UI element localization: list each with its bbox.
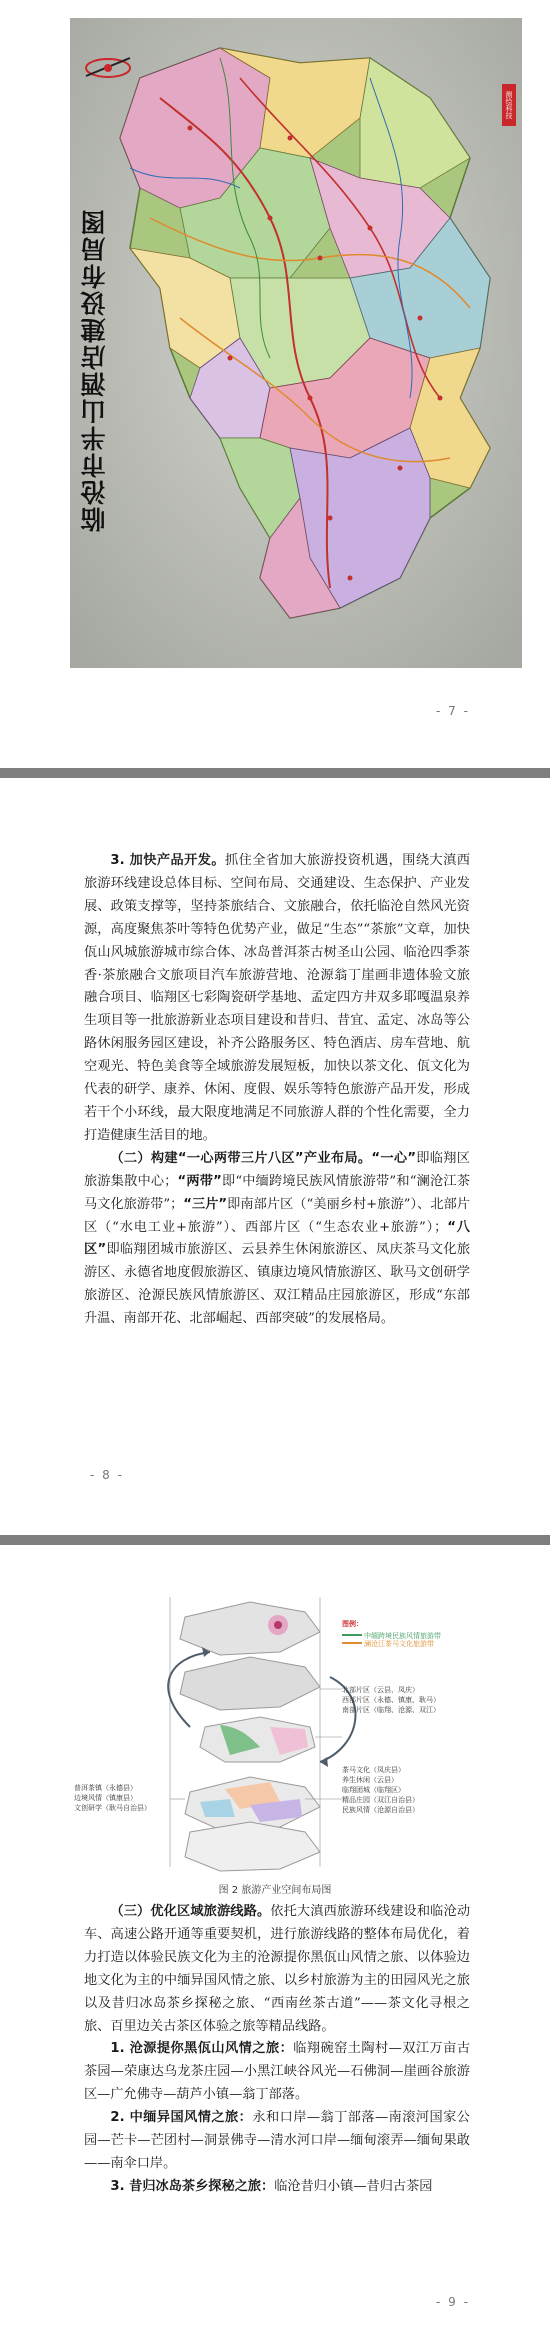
map-title: 临沧市半山酒店建设布局图 xyxy=(80,208,109,532)
legend-route-border: 中缅跨境民族风情旅游带 xyxy=(364,1632,441,1640)
legend-west-area: 西部片区（永德、镇康、耿马） xyxy=(342,1696,440,1704)
term-eight-zones: “八区” xyxy=(84,1219,470,1258)
route-stops: 永和口岸—翁丁部落—南滚河国家公园—芒卡—芒团村—洞景佛寺—清水河口岸—缅甸滚弄—缅甸果敢——南伞口岸。 xyxy=(84,2110,470,2171)
term-text: 即“中缅跨境民族风情旅游带”和“澜沧江茶马文化旅游带”； xyxy=(84,1173,471,1212)
compass-logo-icon xyxy=(82,48,134,88)
route-stops: 临翔碗窑土陶村—双江万亩古茶园—荣康达乌龙茶庄园—小黑江峡谷风光—石佛洞—崖画谷旅游区—广允佛寺—葫芦小镇—翁丁部落。 xyxy=(84,2041,471,2103)
term-text: 即南部片区（“美丽乡村+旅游”）、北部片区（“水电工业+旅游”）、西部片区（“生态农业+旅游”）； xyxy=(84,1196,470,1235)
route-title: 1. 沧源提你黑佤山风情之旅： xyxy=(110,2041,294,2057)
label-wellness: 养生休闲（云县） xyxy=(342,1776,398,1784)
map-tag-label: 测绘科技 xyxy=(502,84,516,126)
section-heading: （三）优化区域旅游线路。 xyxy=(110,1904,271,1919)
legend-title: 图例： xyxy=(342,1620,363,1628)
page-number: - 7 - xyxy=(436,704,470,718)
page-8 xyxy=(0,778,550,1535)
term-one-center: “一心” xyxy=(371,1150,416,1166)
paragraph-lead: 3. 加快产品开发。 xyxy=(110,853,226,868)
term-three-areas: “三片” xyxy=(183,1196,228,1212)
hotel-layout-map xyxy=(70,18,522,668)
map-graphic xyxy=(70,18,522,668)
legend-north-area: 北部片区（云县、凤庆） xyxy=(342,1686,419,1694)
tourism-layout-figure xyxy=(74,1577,450,1877)
route-title: 3. 昔归冰岛茶乡探秘之旅： xyxy=(110,2178,275,2194)
section-text xyxy=(84,850,470,1331)
figure-left-labels xyxy=(74,1783,170,1823)
page-number: - 8 - xyxy=(90,1468,124,1482)
route-item-2 xyxy=(84,2107,470,2176)
label-creative-study: 文创研学（耿马自治县） xyxy=(74,1804,151,1812)
page-7 xyxy=(0,0,550,768)
section-text xyxy=(84,1901,470,2199)
route-item-3 xyxy=(84,2176,470,2199)
label-ethnic: 民族风情（沧源自治县） xyxy=(342,1806,419,1814)
label-border-style: 边境风情（镇康县） xyxy=(74,1794,137,1802)
paragraph-body: 抓住全省加大旅游投资机遇，围绕大滇西旅游环线建设总体目标、空间布局、交通建设、生态保护、产业发展、政策支撑等，坚持茶旅结合、文旅融合，依托临沧自然风光资源，高度聚焦茶叶等特色优势产业，做足“生态”“茶旅”文章，加快佤山风城旅游城市综合体、冰岛普洱茶古树圣山公园、临沧四季茶香·茶旅融合文旅项目汽车旅游营地、沧源翁丁崖画非遗体验文旅融合项目、临翔区七彩陶瓷研学基地、孟定四方井双多耶嘎温泉养生项目等一批旅游新业态项目建设和昔归、昔宜、孟定、冰岛等公路休闲服务园区建设，补齐公路服务区、特色酒店、房车营地、航空观光、特色美食等全域旅游发展短板，加快以茶文化、佤文化为代表的研学、康养、休闲、度假、娱乐等特色旅游产品开发，形成若干个小环线，最大限度地满足不同旅游人群的个性化需要，全力打造健康生活目的地。 xyxy=(84,853,470,1143)
legend-route-lancang: 澜沧江茶马文化旅游带 xyxy=(364,1640,434,1648)
legend-south-area: 南部片区（临翔、沧源、双江） xyxy=(342,1706,440,1714)
term-two-belts: “两带” xyxy=(177,1173,222,1189)
label-linxiang: 临翔团城（临翔区） xyxy=(342,1786,405,1794)
label-puer-town: 普洱茶镇（永德县） xyxy=(74,1784,137,1792)
term-text: 即临翔团城市旅游区、云县养生休闲旅游区、凤庆茶马文化旅游区、永德省地度假旅游区、镇康边境风情旅游区、耿马文创研学旅游区、沧源民族风情旅游区、双江精品庄园旅游区，形成“东部升温、南部开花、北部崛起、西部突破”的发展格局。 xyxy=(84,1242,471,1327)
page-9 xyxy=(0,1545,550,2344)
label-estate: 精品庄园（双江自治县） xyxy=(342,1796,419,1804)
section-heading: （二）构建“一心两带三片八区”产业布局。 xyxy=(110,1150,372,1166)
paragraph-body: 依托大滇西旅游环线建设和临沧动车、高速公路开通等重要契机，进行旅游线路的整体布局优化，着力打造以体验民族文化为主的沧源提你黑佤山风情之旅、以体验边地文化为主的中缅异国风情之旅、以乡村旅游为主的田园风光之旅以及昔归冰岛茶乡探秘之旅、“西南丝茶古道”——茶文化寻根之旅、百里边关古茶区体验之旅等精品线路。 xyxy=(84,1904,471,2034)
route-stops: 临沧昔归小镇—昔归古茶园 xyxy=(274,2178,433,2194)
figure-legend xyxy=(342,1599,452,1839)
term-text: 即临翔区旅游集散中心； xyxy=(84,1150,470,1189)
paragraph-product-development xyxy=(84,850,470,1148)
page-number: - 9 - xyxy=(436,2295,470,2309)
figure-caption: 图 2 旅游产业空间布局图 xyxy=(218,1885,332,1896)
paragraph-route-optimization xyxy=(84,1901,470,2038)
label-tea-horse: 茶马文化（凤庆县） xyxy=(342,1766,405,1774)
route-title: 2. 中缅异国风情之旅： xyxy=(110,2110,253,2126)
route-item-1 xyxy=(84,2038,470,2107)
paragraph-industry-layout xyxy=(84,1148,470,1331)
